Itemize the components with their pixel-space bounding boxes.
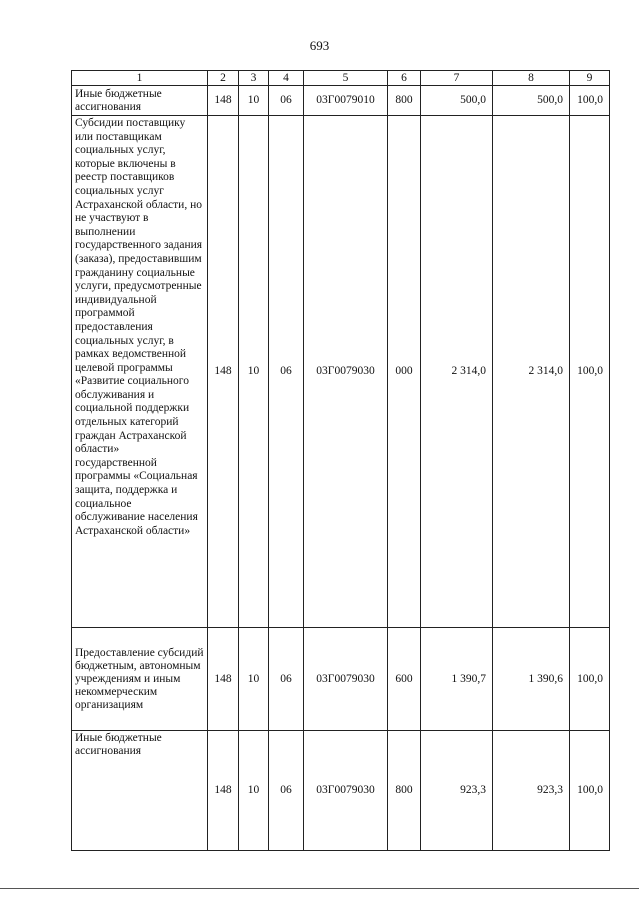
cell-target-article: 03Г0079030: [304, 731, 388, 851]
cell-actual: 500,0: [493, 86, 570, 116]
cell-subsection: 06: [269, 116, 304, 628]
cell-expense-type: 800: [388, 86, 421, 116]
table-row: [72, 86, 610, 116]
row-name: Субсидии поставщику или поставщикам социальных услуг, которые включены в реестр поставщиков социальных услуг Астраханской области, но не участвуют в выполнении государственного задания (заказа), предоставившим гражданину социальные услуги, предусмотренные индивидуальной программой предоставления социальных услуг, в рамках ведомственной целевой программы «Развитие социального обслуживания и социальной поддержки отдельных категорий граждан Астраханской области» государственной программы «Социальная защита, поддержка и социальное обслуживание населения Астраханской области»: [72, 116, 208, 628]
cell-target-article: 03Г0079010: [304, 86, 388, 116]
header-cell: 5: [304, 71, 388, 86]
cell-planned: 1 390,7: [421, 628, 493, 731]
cell-admin-code: 148: [208, 628, 239, 731]
cell-admin-code: 148: [208, 731, 239, 851]
cell-expense-type: 600: [388, 628, 421, 731]
header-cell: 4: [269, 71, 304, 86]
header-cell: 2: [208, 71, 239, 86]
header-cell: 7: [421, 71, 493, 86]
page-number: 693: [309, 38, 330, 53]
cell-expense-type: 000: [388, 116, 421, 628]
cell-section: 10: [239, 86, 269, 116]
cell-planned: 500,0: [421, 86, 493, 116]
cell-subsection: 06: [269, 86, 304, 116]
header-cell: 1: [72, 71, 208, 86]
cell-section: 10: [239, 628, 269, 731]
cell-section: 10: [239, 116, 269, 628]
cell-actual: 2 314,0: [493, 116, 570, 628]
cell-subsection: 06: [269, 731, 304, 851]
bottom-divider: [0, 888, 639, 889]
header-cell: 3: [239, 71, 269, 86]
cell-target-article: 03Г0079030: [304, 116, 388, 628]
cell-admin-code: 148: [208, 86, 239, 116]
header-cell: 8: [493, 71, 570, 86]
cell-percent: 100,0: [570, 731, 610, 851]
row-name: Иные бюджетные ассигнования: [72, 731, 208, 851]
header-cell: 9: [570, 71, 610, 86]
table-row: [72, 731, 610, 851]
cell-admin-code: 148: [208, 116, 239, 628]
budget-table: [71, 70, 610, 851]
row-name: Иные бюджетные ассигнования: [72, 86, 208, 116]
cell-target-article: 03Г0079030: [304, 628, 388, 731]
cell-planned: 923,3: [421, 731, 493, 851]
cell-actual: 1 390,6: [493, 628, 570, 731]
header-row: [72, 71, 610, 86]
cell-section: 10: [239, 731, 269, 851]
cell-expense-type: 800: [388, 731, 421, 851]
cell-percent: 100,0: [570, 86, 610, 116]
cell-planned: 2 314,0: [421, 116, 493, 628]
cell-actual: 923,3: [493, 731, 570, 851]
table-row: [72, 116, 610, 628]
row-name: Предоставление субсидий бюджетным, автономным учреждениям и иным некоммерческим организациям: [72, 628, 208, 731]
header-cell: 6: [388, 71, 421, 86]
cell-percent: 100,0: [570, 628, 610, 731]
table-row: [72, 628, 610, 731]
cell-subsection: 06: [269, 628, 304, 731]
cell-percent: 100,0: [570, 116, 610, 628]
